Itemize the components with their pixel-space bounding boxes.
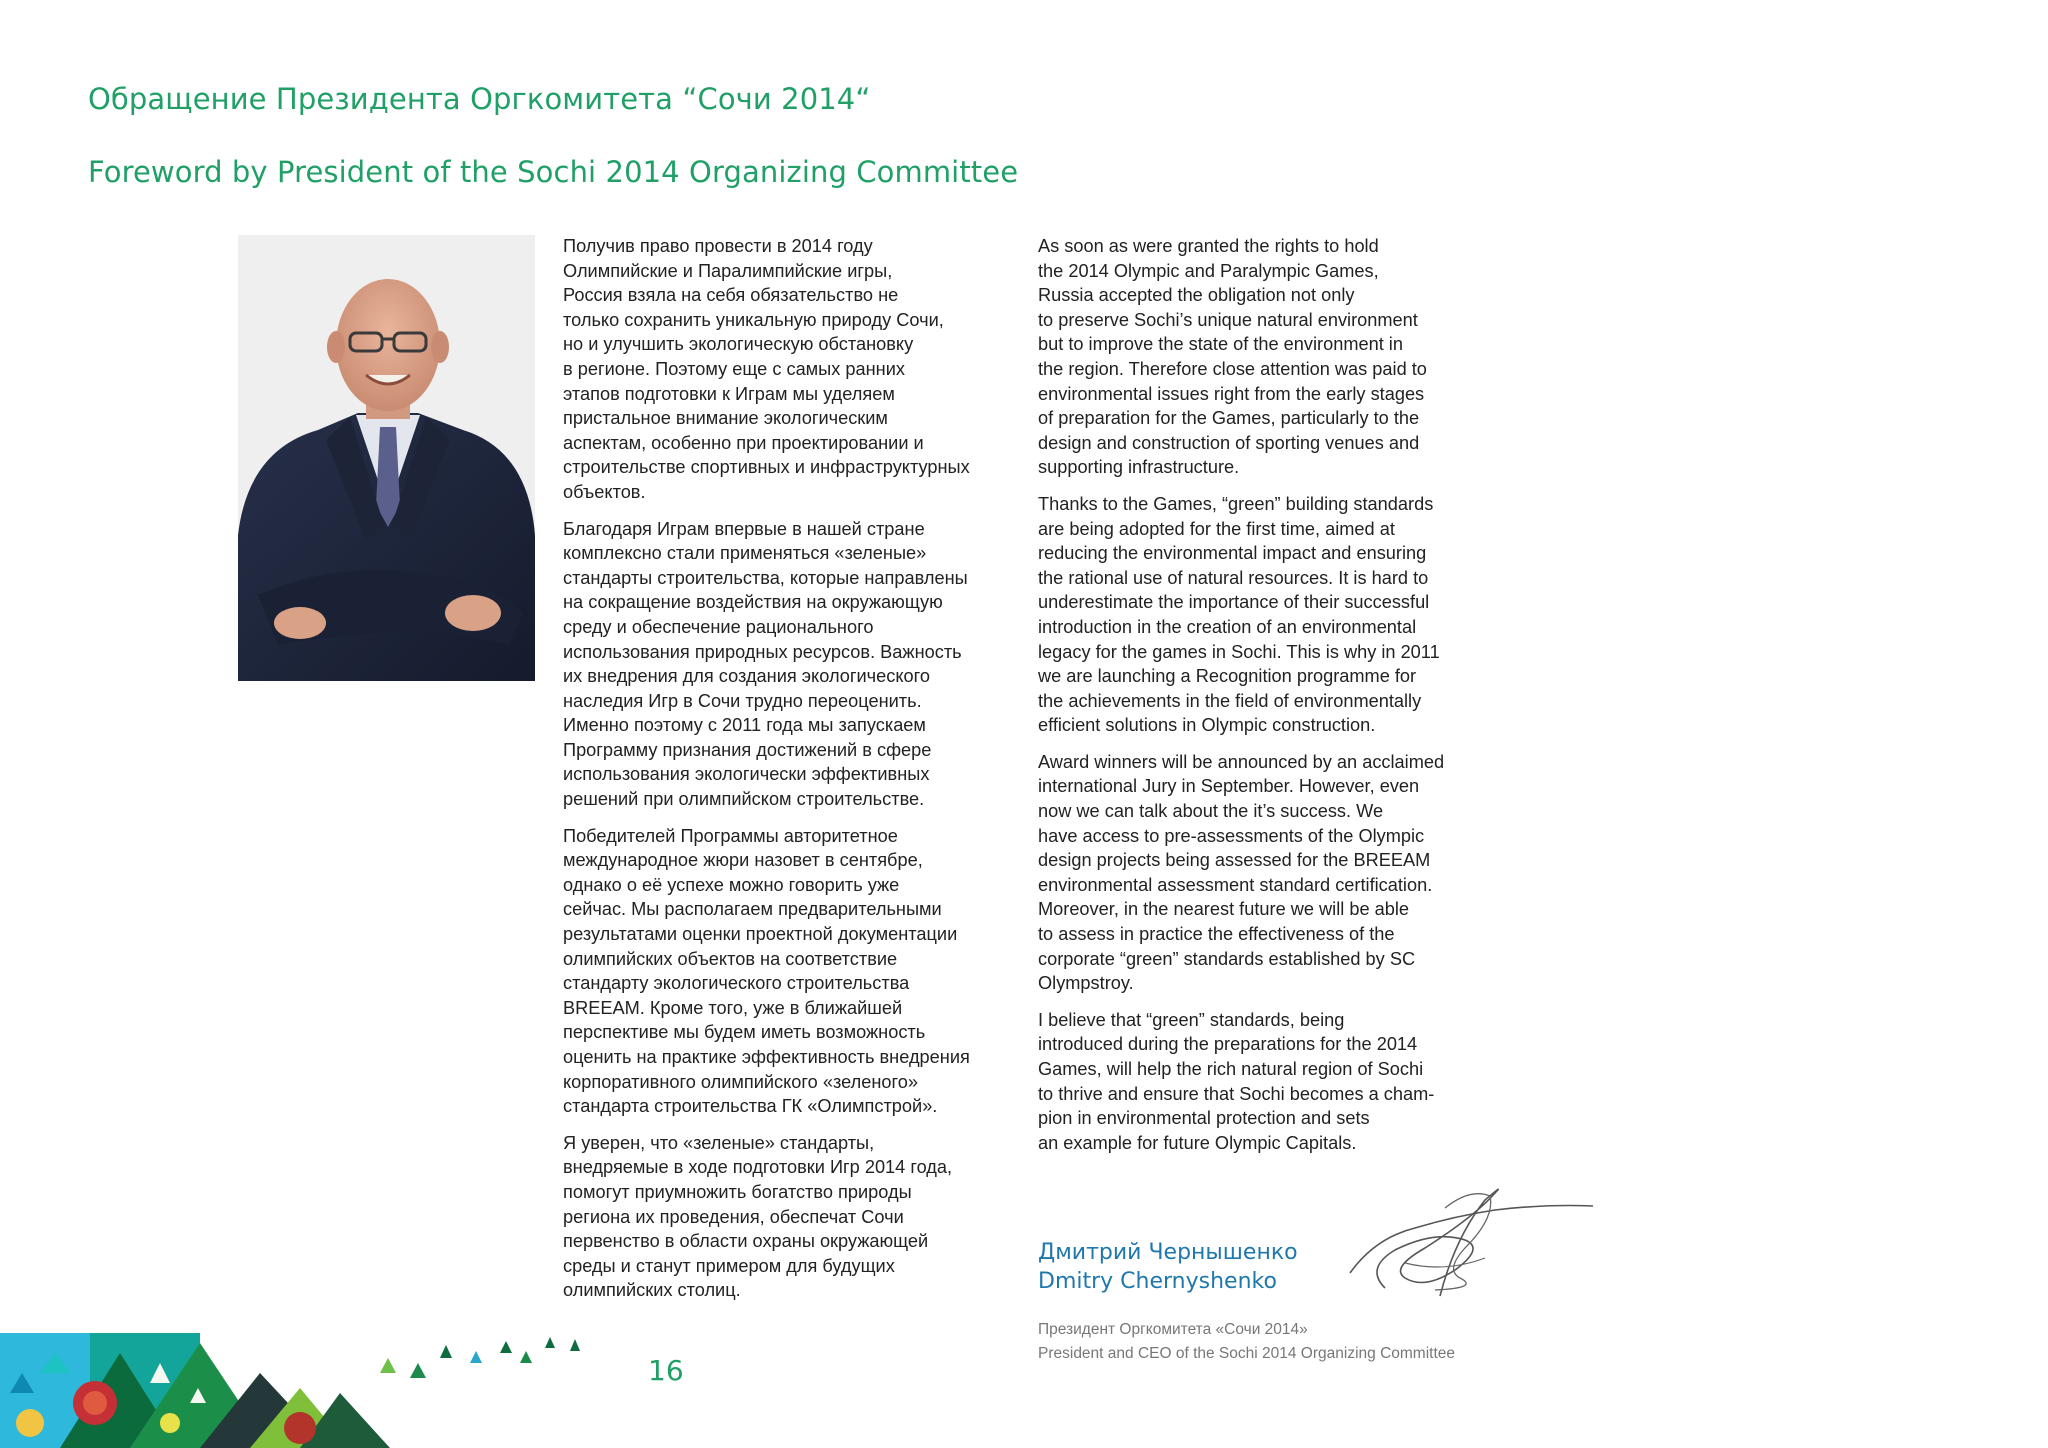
president-portrait-photo xyxy=(238,235,535,681)
foreword-text-english xyxy=(1038,234,1498,1167)
signatory-role-russian: Президент Оргкомитета «Сочи 2014» xyxy=(1038,1321,1308,1338)
decorative-pattern-ornament xyxy=(0,1333,600,1448)
paragraph: I believe that “green” standards, being introduced during the preparations for the 2014 Games, will help the rich natural region of Sochi to thrive and ensure that Sochi becomes a cham- pion in environmental protection and sets an example for future Olympic Capitals. xyxy=(1038,1009,1435,1153)
paragraph: Победителей Программы авторитетное международное жюри назовет в сентябре, однако о её успехе можно говорить уже сейчас. Мы располагаем предварительными результатами оценки проектной документации олимпийских объектов на соответствие стандарту экологического строительства BREEAM. Кроме того, уже в ближайшей перспективе мы будем иметь возможность оценить на практике эффективность внедрения корпоративного олимпийского «зеленого» стандарта строительства ГК «Олимпстрой». xyxy=(563,825,970,1117)
paragraph: Award winners will be announced by an acclaimed international Jury in September. However, even now we can talk about the it’s success. We have access to pre-assessments of the Olympic design projects being assessed for the BREEAM environmental assessment standard certification. Moreover, in the nearest future we will be able to assess in practice the effectiveness of the corporate “green” standards established by SC Olympstroy. xyxy=(1038,751,1445,994)
paragraph: As soon as were granted the rights to hold the 2014 Olympic and Paralympic Games, Russia accepted the obligation not only to preserve Sochi’s unique natural environment but to improve the state of the environment in the region. Therefore close attention was paid to environmental issues right from the early stages of preparation for the Games, particularly to the design and construction of sporting venues and supporting infrastructure. xyxy=(1038,236,1427,478)
page-number: 16 xyxy=(648,1354,684,1387)
handwritten-signature xyxy=(1345,1178,1595,1303)
portrait-illustration xyxy=(238,235,535,681)
signatory-name xyxy=(1038,1238,1298,1296)
paragraph: Thanks to the Games, “green” building standards are being adopted for the first time, aimed at reducing the environmental impact and ensuring the rational use of natural resources. It is hard to underestimate the importance of their successful introduction in the creation of an environmental legacy for the games in Sochi. This is why in 2011 we are launching a Recognition programme for the achievements in the field of environmentally efficient solutions in Olympic construction. xyxy=(1038,493,1440,736)
paragraph: Благодаря Играм впервые в нашей стране комплексно стали применяться «зеленые» стандарты строительства, которые направлены на сокращение воздействия на окружающую среду и обеспечение рационального использования природных ресурсов. Важность их внедрения для создания экологического наследия Игр в Сочи трудно переоценить. Именно поэтому с 2011 года мы запускаем Программу признания достижений в сфере использования экологически эффективных решений при олимпийском строительстве. xyxy=(563,518,968,810)
page-title-russian: Обращение Президента Оргкомитета “Сочи 2014“ xyxy=(88,82,871,116)
paragraph: Получив право провести в 2014 году Олимпийские и Паралимпийские игры, Россия взяла на себя обязательство не только сохранить уникальную природу Сочи, но и улучшить экологическую обстановку в регионе. Поэтому еще с самых ранних этапов подготовки к Играм мы уделяем пристальное внимание экологическим аспектам, особенно при проектировании и строительстве спортивных и инфраструктурных объектов. xyxy=(563,236,970,502)
signatory-name-english: Dmitry Chernyshenko xyxy=(1038,1269,1277,1294)
paragraph: Я уверен, что «зеленые» стандарты, внедряемые в ходе подготовки Игр 2014 года, помогут приумножить богатство природы региона их проведения, обеспечат Сочи первенство в области охраны окружающей среды и станут примером для будущих олимпийских столиц. xyxy=(563,1132,953,1301)
signatory-role xyxy=(1038,1318,1455,1366)
signatory-name-russian: Дмитрий Чернышенко xyxy=(1038,1240,1298,1265)
signatory-role-english: President and CEO of the Sochi 2014 Organizing Committee xyxy=(1038,1345,1456,1362)
page-title-english: Foreword by President of the Sochi 2014 Organizing Committee xyxy=(88,155,1019,189)
foreword-text-russian xyxy=(563,234,1023,1315)
